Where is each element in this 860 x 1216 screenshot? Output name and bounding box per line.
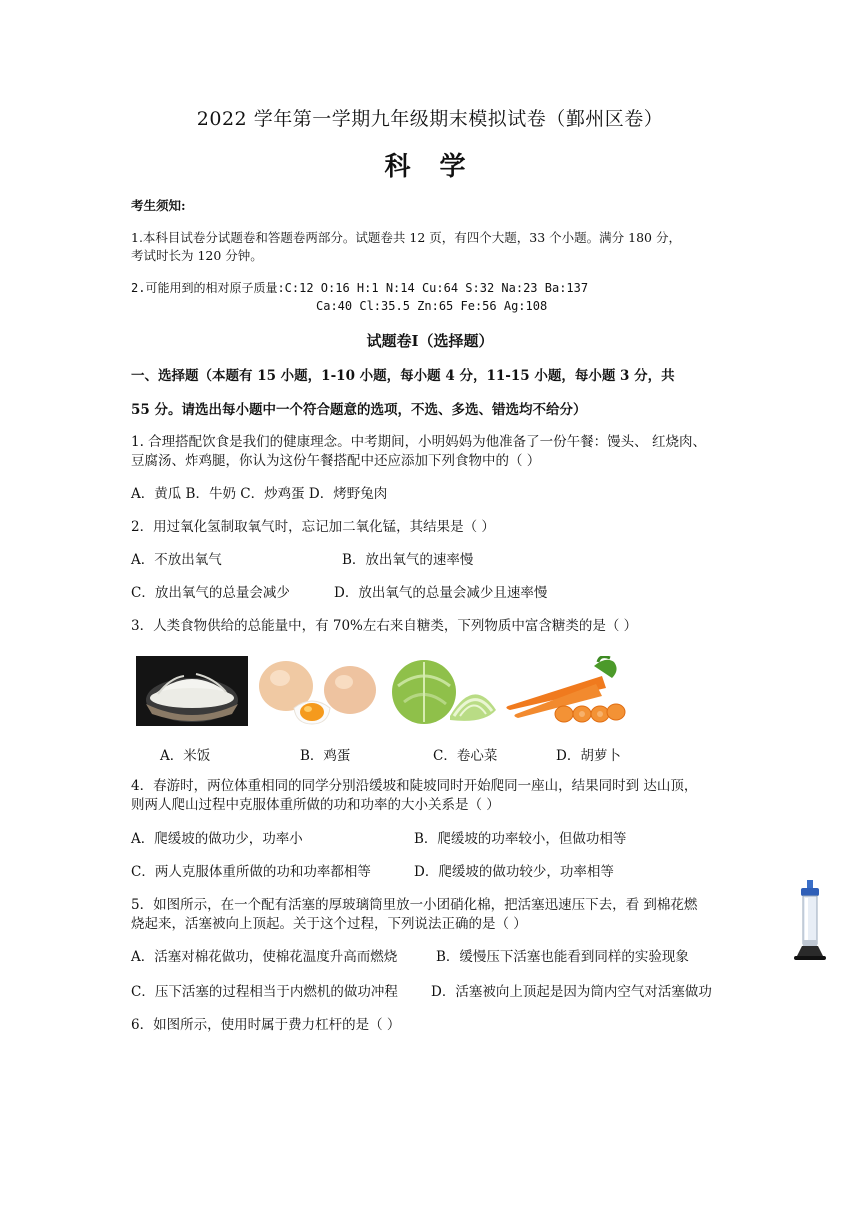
question-2-option-d: D．放出氧气的总量会减少且速率慢 (334, 585, 548, 601)
question-4-option-c: C．两人克服体重所做的功和功率都相等 (131, 864, 371, 880)
question-3-option-b: B．鸡蛋 (300, 748, 351, 764)
question-1-line-2: 豆腐汤、炸鸡腿，你认为这份午餐搭配中还应添加下列食物中的（ ） (131, 453, 541, 469)
question-3-option-c: C．卷心菜 (433, 748, 498, 764)
question-2-option-a: A．不放出氧气 (131, 552, 222, 568)
glass-cylinder-piston-image (790, 880, 830, 962)
notice-item-1-line-1: 1.本科目试卷分试题卷和答题卷两部分。试题卷共 12 页，有四个大题，33 个小题。满分 180 分， (131, 230, 681, 245)
question-4-line-2: 则两人爬山过程中克服体重所做的功和功率的大小关系是（ ） (131, 797, 500, 813)
exam-title: 2022 学年第一学期九年级期末模拟试卷（鄞州区卷） (196, 108, 664, 130)
question-1-line-1: 1. 合理搭配饮食是我们的健康理念。中考期间，小明妈妈为他准备了一份午餐：馒头、 红烧肉、 (131, 434, 706, 450)
carrots-image (502, 656, 628, 726)
question-4-line-1: 4．春游时，两位体重相同的同学分别沿缓坡和陡坡同时开始爬同一座山，结果同时到 达山顶， (131, 778, 698, 794)
question-2-stem: 2．用过氧化氢制取氧气时，忘记加二氧化锰，其结果是（ ） (131, 519, 495, 535)
question-2-option-c: C．放出氧气的总量会减少 (131, 585, 290, 601)
question-1-options: A．黄瓜 B．牛奶 C．炒鸡蛋 D．烤野兔肉 (131, 486, 388, 502)
rice-bowl-image (136, 656, 248, 726)
question-5-line-2: 烧起来，活塞被向上顶起。关于这个过程，下列说法正确的是（ ） (131, 916, 527, 932)
notice-item-1-line-2: 考试时长为 120 分钟。 (131, 248, 263, 263)
question-2-option-b: B．放出氧气的速率慢 (342, 552, 474, 568)
eggs-image (256, 656, 378, 726)
question-4-option-d: D．爬缓坡的做功较少，功率相等 (414, 864, 614, 880)
section-instruction-line-1: 一、选择题（本题有 15 小题，1-10 小题，每小题 4 分，11-15 小题，每小题 3 分，共 (131, 368, 675, 384)
notice-item-2-line-1: 2.可能用到的相对原子质量:C:12 O:16 H:1 N:14 Cu:64 S:32 Na:23 Ba:137 (131, 281, 589, 295)
question-5-line-1: 5．如图所示，在一个配有活塞的厚玻璃筒里放一小团硝化棉，把活塞迅速压下去，看 到棉花燃 (131, 897, 698, 913)
notice-item-2-line-2: Ca:40 Cl:35.5 Zn:65 Fe:56 Ag:108 (316, 299, 548, 313)
question-5-option-c: C．压下活塞的过程相当于内燃机的做功冲程 (131, 984, 398, 1000)
section-title: 试题卷Ⅰ（选择题） (366, 332, 494, 350)
section-instruction-line-2: 55 分。请选出每小题中一个符合题意的选项，不选、多选、错选均不给分） (131, 402, 587, 418)
question-5-option-d: D．活塞被向上顶起是因为筒内空气对活塞做功 (431, 984, 712, 1000)
question-3-stem: 3．人类食物供给的总能量中，有 70%左右来自糖类，下列物质中富含糖类的是（ ） (131, 618, 638, 634)
question-3-option-d: D．胡萝卜 (556, 748, 621, 764)
question-5-option-a: A．活塞对棉花做功，使棉花温度升高而燃烧 (131, 949, 398, 965)
notice-heading: 考生须知: (131, 198, 186, 213)
cabbage-image (384, 656, 498, 726)
question-6-stem: 6．如图所示，使用时属于费力杠杆的是（ ） (131, 1017, 401, 1033)
question-4-option-b: B．爬缓坡的功率较小，但做功相等 (414, 831, 627, 847)
question-4-option-a: A．爬缓坡的做功少，功率小 (131, 831, 303, 847)
subject-title: 科 学 (384, 152, 476, 182)
question-5-option-b: B．缓慢压下活塞也能看到同样的实验现象 (436, 949, 689, 965)
question-3-option-a: A．米饭 (160, 748, 211, 764)
